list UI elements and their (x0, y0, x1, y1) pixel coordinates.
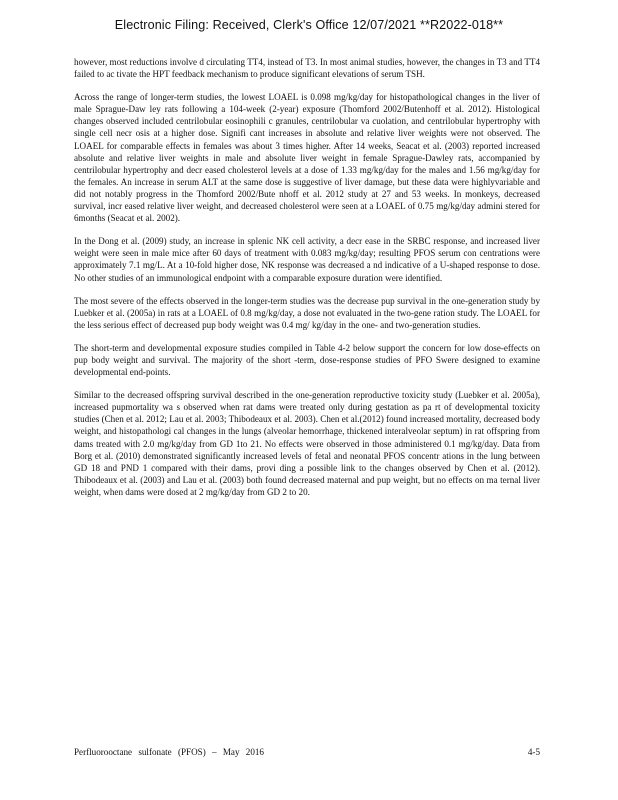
footer-page-number: 4-5 (527, 747, 540, 757)
document-body (74, 56, 540, 509)
paragraph-offspring-mortality: Similar to the decreased offspring survival described in the one-generation reproductive toxicity study (Luebker et al. 2005a), increased pupmortality wa s observed when rat dams were treated only during gestation as pa rt of developmental toxicity studies (Chen et al. 2012; Lau et al. 2003; Thibodeaux et al. 2003). Chen et al.(2012) found increased mortality, decreased body weight, and histopathologi cal changes in the lungs (alveolar hemorrhage, thickened interalveolar septum) in rat offspring from dams treated with 2.0 mg/kg/day from GD 1to 21. No effects were observed in those administered 0.1 mg/kg/day. Data from Borg et al. (2010) demonstrated significantly increased levels of fetal and neonatal PFOS concentr ations in the lung between GD 18 and PND 1 compared with their dams, provi ding a possible link to the changes observed by Chen et al. (2012). Thibodeaux et al. (2003) and Lau et al. (2003) both found decreased maternal and pup weight, but no effects on ma ternal liver weight, when dams were dosed at 2 mg/kg/day from GD 2 to 20. (74, 390, 540, 497)
paragraph-immunological: In the Dong et al. (2009) study, an increase in splenic NK cell activity, a decr ease in the SRBC response, and increased liver weight were seen in male mice after 60 days of treatment with 0.083 mg/kg/day; resulting PFOS serum con centrations were approximately 7.1 mg/L. At a 10-fold higher dose, NK response was decreased a nd indicative of a U-shaped response to dose. No other studies of an immunological endpoint with a comparable exposure duration were identified. (74, 236, 540, 283)
paragraph-thyroid-summary: however, most reductions involve d circulating TT4, instead of T3. In most animal studies, however, the changes in T3 and TT4 failed to ac tivate the HPT feedback mechanism to produce significant elevations of serum TSH. (74, 57, 540, 80)
paragraph-short-term-studies: The short-term and developmental exposure studies compiled in Table 4-2 below support the concern for low dose-effects on pup body weight and survival. The majority of the short -term, dose-response studies of PFO Swere designed to examine developmental end-points. (74, 342, 540, 378)
filing-stamp-header: Electronic Filing: Received, Clerk's Office 12/07/2021 **R2022-018** (114, 18, 504, 32)
paragraph-liver-loael: Across the range of longer-term studies, the lowest LOAEL is 0.098 mg/kg/day for histopathological changes in the liver of male Sprague-Daw ley rats following a 104-week (2-year) exposure (Thomford 2002/Butenhoff et al. 2012). Histological changes observed included centrilobular eosinophili c granules, centrilobular va cuolation, and centrilobular hypertrophy with single cell necr osis at a higher dose. Signifi cant increases in absolute and relative liver weights were not observed. The LOAEL for comparable effects in females was about 3 times higher. After 14 weeks, Seacat et al. (2003) reported increased absolute and relative liver weights in male and absolute liver weight in female Sprague-Dawley rats, accompanied by centrilobular hypertrophy and decr eased cholesterol levels at a dose of 1.33 mg/kg/day for the males and 1.56 mg/kg/day for the females. An increase in serum ALT at the same dose is suggestive of liver damage, but these data were highlyvariable and did not notably progress in the Thomford 2002/Bute nhoff et al. 2012 study at 27 and 53 weeks. In monkeys, decreased survival, incr eased relative liver weight, and decreased cholesterol were seen at a LOAEL of 0.75 mg/kg/day admini stered for 6months (Seacat et al. 2002). (74, 92, 540, 224)
paragraph-pup-survival: The most severe of the effects observed in the longer-term studies was the decrease pup survival in the one-generation study by Luebker et al. (2005a) in rats at a LOAEL of 0.8 mg/kg/day, a dose not evaluated in the two-gene ration study. The LOAEL for the less serious effect of decreased pup body weight was 0.4 mg/ kg/day in the one- and two-generation studies. (74, 295, 540, 330)
footer-document-title: Perfluorooctane sulfonate (PFOS) – May 2016 (74, 747, 264, 757)
